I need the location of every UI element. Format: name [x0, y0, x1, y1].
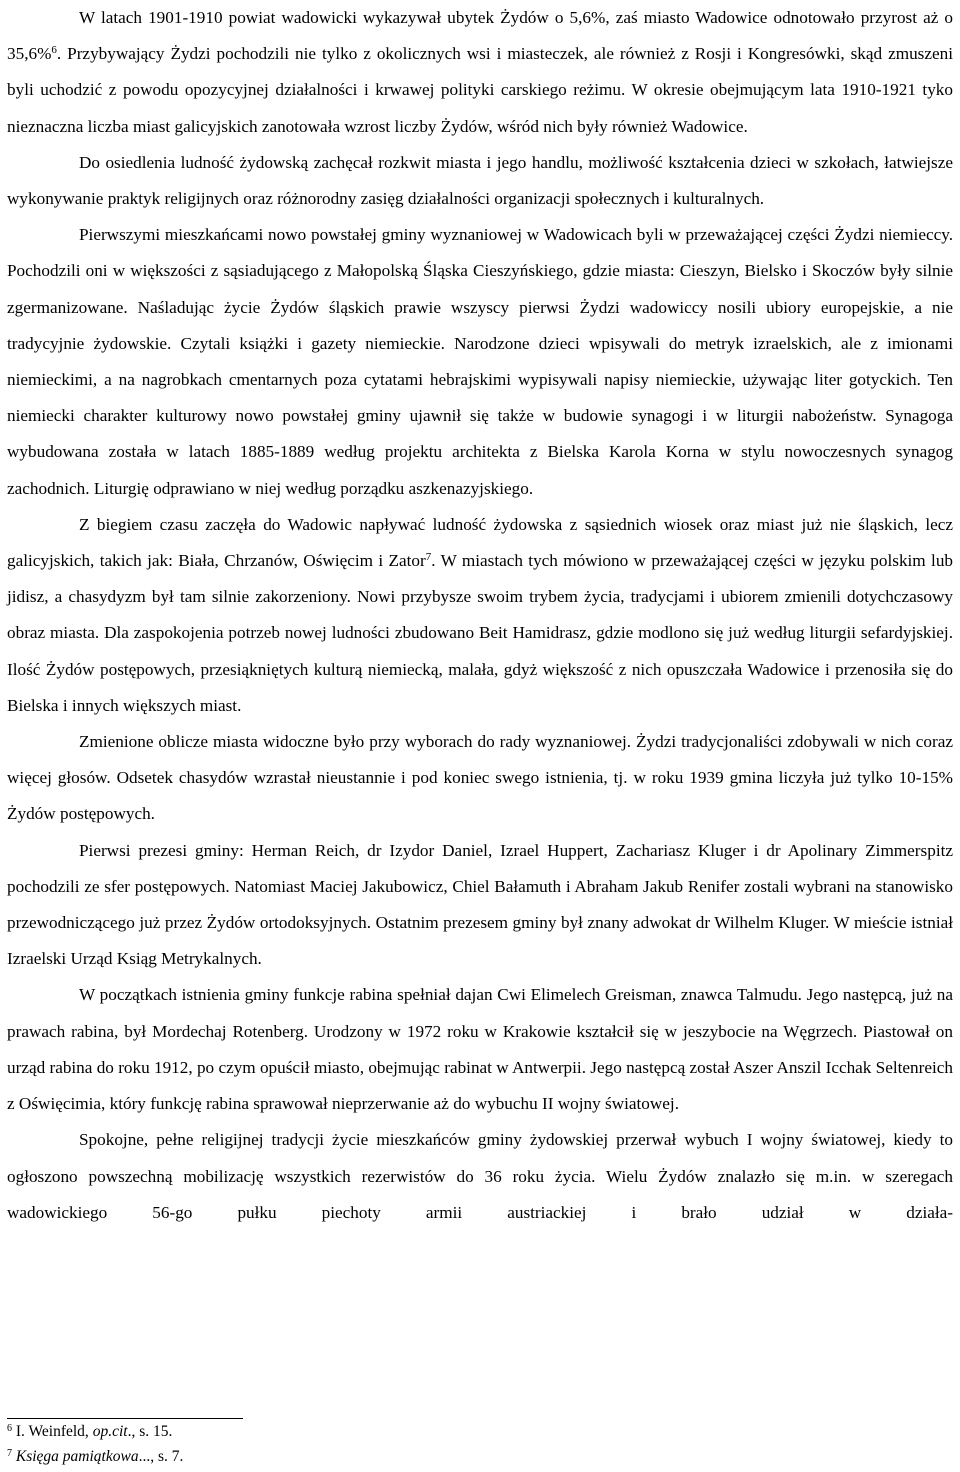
paragraph-5-text: Zmienione oblicze miasta widoczne było przy wyborach do rady wyznaniowej. Żydzi tradycjonaliści zdobywali w nich coraz więcej głosów. Odsetek chasydów wzrastał nieustannie i pod koniec swego istnienia, tj. w roku 1939 gmina liczyła już tylko 10-15% Żydów postępowych.: [7, 732, 953, 824]
footnotes: [7, 1419, 607, 1469]
paragraph-1: [7, 0, 953, 145]
footnote-ref-6[interactable]: 6: [51, 44, 57, 57]
footnote-number: 6: [7, 1423, 12, 1434]
footnote-ref-7[interactable]: 7: [425, 551, 432, 564]
paragraph-2-text: Do osiedlenia ludność żydowską zachęcał rozkwit miasta i jego handlu, możliwość kształcenia dzieci w szkołach, łatwiejsze wykonywanie praktyk religijnych oraz różnorodny zasięg działalności organizacji społecznych i kulturalnych.: [7, 152, 953, 209]
paragraph-7-text: W początkach istnienia gminy funkcje rabina spełniał dajan Cwi Elimelech Greisman, znawca Talmudu. Jego następcą, już na prawach rabina, był Mordechaj Rotenberg. Urodzony w 1972 roku w Krakowie kształcił się w jeszybocie na Węgrzech. Piastował on urząd rabina do roku 1912, po czym opuścił miasto, obejmując rabinat w Antwerpii. Jego następcą został Aszer Anszil Icchak Seltenreich z Oświęcimia, który funkcję rabina sprawował nieprzerwanie aż do wybuchu II wojny światowej.: [7, 985, 953, 1114]
footnote-7: [7, 1444, 607, 1469]
paragraph-4: [7, 507, 953, 724]
paragraph-3-text: Pierwszymi mieszkańcami nowo powstałej gminy wyznaniowej w Wadowicach byli w przeważającej części Żydzi niemieccy. Pochodzili oni w większości z sąsiadującego z Małopolską Śląska Cieszyńskiego, gdzie miasta: Cieszyn, Bielsko i Skoczów były silnie zgermanizowane. Naśladując życie Żydów śląskich prawie wszyscy pierwsi Żydzi wadowiccy nosili ubiory europejskie, a nie tradycyjnie żydowskie. Czytali książki i gazety niemieckie. Narodzone dzieci wpisywali do metryk izraelskich, ale z imionami niemieckimi, a na nagrobkach cmentarnych poza cytatami hebrajskimi wypisywali napisy niemieckie, używając liter gotyckich. Ten niemiecki charakter kulturowy nowo powstałej gminy ujawnił się także w budowie synagogi i w liturgii nabożeństw. Synagoga wybudowana została w latach 1885-1889 według projektu architekta z Bielska Karola Korna w stylu nowoczesnych synagog zachodnich. Liturgię odprawiano w niej według porządku aszkenazyjskiego.: [7, 225, 953, 498]
paragraph-7: [7, 977, 953, 1122]
footnote-number: 7: [7, 1448, 12, 1459]
document-body: [7, 0, 953, 1231]
paragraph-1-text-a: W latach 1901-1910 powiat wadowicki wykazywał ubytek Żydów o 5,6%, zaś miasto Wadowice odnotowało przyrost aż o 35,6%: [7, 8, 953, 64]
paragraph-3: [7, 217, 953, 507]
paragraph-2: [7, 145, 953, 217]
paragraph-8-text: Spokojne, pełne religijnej tradycji życie mieszkańców gminy żydowskiej przerwał wybuch I wojny światowej, kiedy to ogłoszono powszechną mobilizację wszystkich rezerwistów do 36 roku życia. Wielu Żydów znalazło się m.in. w szeregach wadowickiego 56-go pułku piechoty armii austriackiej i brało udział w działa-: [7, 1130, 953, 1222]
paragraph-5: [7, 724, 953, 833]
footnote-italic: Księga pamiątkowa: [15, 1448, 139, 1465]
footnote-6: [7, 1419, 607, 1444]
paragraph-6-text: Pierwsi prezesi gminy: Herman Reich, dr Izydor Daniel, Izrael Huppert, Zachariasz Kluger i dr Apolinary Zimmerspitz pochodzili ze sfer postępowych. Natomiast Maciej Jakubowicz, Chiel Bałamuth i Abraham Jakub Renifer zostali wybrani na stanowisko przewodniczącego już przez Żydów ortodoksyjnych. Ostatnim prezesem gminy był znany adwokat dr Wilhelm Kluger. W mieście istniał Izraelski Urząd Ksiąg Metrykalnych.: [7, 840, 953, 969]
footnote-italic: op.cit: [92, 1423, 128, 1440]
footnote-text: I. Weinfeld,: [15, 1423, 93, 1440]
footnote-text-after: ..., s. 7.: [138, 1448, 184, 1465]
paragraph-6: [7, 833, 953, 978]
paragraph-4-text-a: Z biegiem czasu zaczęła do Wadowic napływać ludność żydowska z sąsiednich wiosek oraz miast już nie śląskich, lecz galicyjskich, takich jak: Biała, Chrzanów, Oświęcim i Zator: [7, 514, 953, 571]
document-page: [7, 0, 953, 1231]
paragraph-8: [7, 1122, 953, 1231]
paragraph-1-text-b: . Przybywający Żydzi pochodzili nie tylko z okolicznych wsi i miasteczek, ale również z Rosji i Kongresówki, skąd zmuszeni byli uchodzić z powodu opozycyjnej działalności i krwawej polityki carskiego reżimu. W okresie obejmującym lata 1910-1921 tyko nieznaczna liczba miast galicyjskich zanotowała wzrost liczby Żydów, wśród nich były również Wadowice.: [7, 44, 953, 136]
footnote-text-after: ., s. 15.: [127, 1423, 173, 1440]
paragraph-4-text-b: . W miastach tych mówiono w przeważającej części w języku polskim lub jidisz, a chasydyzm był tam silnie zakorzeniony. Nowi przybysze swoim trybem życia, tradycjami i ubiorem zmienili dotychczasowy obraz miasta. Dla zaspokojenia potrzeb nowej ludności zbudowano Beit Hamidrasz, gdzie modlono się już według liturgii sefardyjskiej. Ilość Żydów postępowych, przesiąkniętych kulturą niemiecką, malała, gdyż większość z nich opuszczała Wadowice i przenosiła się do Bielska i innych większych miast.: [7, 551, 954, 715]
